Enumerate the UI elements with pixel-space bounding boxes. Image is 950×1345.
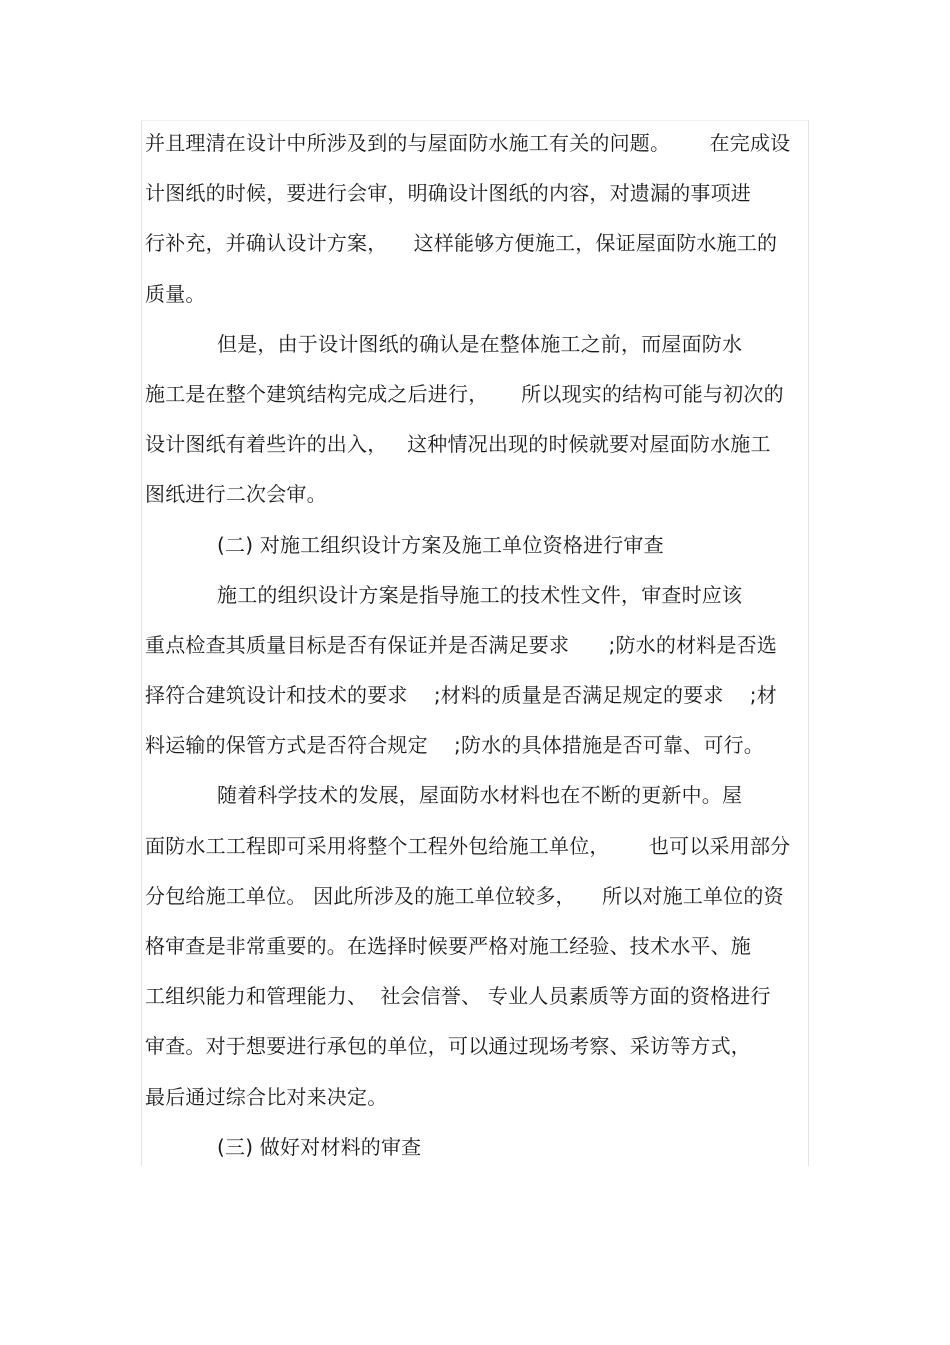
body-line: 择符合建筑设计和技术的要求 ;材料的质量是否满足规定的要求 ;材 <box>145 683 777 708</box>
document-body <box>145 118 805 1172</box>
section-heading: (二) 对施工组织设计方案及施工单位资格进行审查 <box>217 532 664 557</box>
body-line: 工组织能力和管理能力、 社会信誉、 专业人员素质等方面的资格进行 <box>145 984 771 1009</box>
body-line: 最后通过综合比对来决定。 <box>145 1084 388 1109</box>
body-line: 设计图纸有着些许的出入， 这种情况出现的时候就要对屋面防水施工 <box>145 432 771 457</box>
body-line: 料运输的保管方式是否符合规定 ;防水的具体措施是否可靠、可行。 <box>145 733 764 758</box>
paragraph-start-line: 但是，由于设计图纸的确认是在整体施工之前，而屋面防水 <box>217 331 743 356</box>
body-line: 计图纸的时候，要进行会审，明确设计图纸的内容，对遗漏的事项进 <box>145 181 751 206</box>
section-heading: (三) 做好对材料的审查 <box>217 1134 422 1159</box>
paragraph-start-line: 随着科学技术的发展，屋面防水材料也在不断的更新中。屋 <box>217 783 743 808</box>
body-line: 分包给施工单位。 因此所涉及的施工单位较多， 所以对施工单位的资 <box>145 883 784 908</box>
paragraph-start-line: 施工的组织设计方案是指导施工的技术性文件，审查时应该 <box>217 582 743 607</box>
body-line: 施工是在整个建筑结构完成之后进行， 所以现实的结构可能与初次的 <box>145 381 784 406</box>
body-line: 质量。 <box>145 281 206 306</box>
body-line: 并且理清在设计中所涉及到的与屋面防水施工有关的问题。 在完成设 <box>145 131 791 155</box>
body-line: 审查。对于想要进行承包的单位，可以通过现场考察、采访等方式， <box>145 1034 751 1059</box>
body-line: 格审查是非常重要的。在选择时候要严格对施工经验、技术水平、施 <box>145 934 751 958</box>
body-line: 重点检查其质量目标是否有保证并是否满足要求 ;防水的材料是否选 <box>145 632 778 657</box>
body-line: 面防水工工程即可采用将整个工程外包给施工单位， 也可以采用部分 <box>145 833 791 858</box>
body-line: 行补充，并确认设计方案， 这样能够方便施工，保证屋面防水施工的 <box>145 231 778 256</box>
body-line: 图纸进行二次会审。 <box>145 482 327 507</box>
